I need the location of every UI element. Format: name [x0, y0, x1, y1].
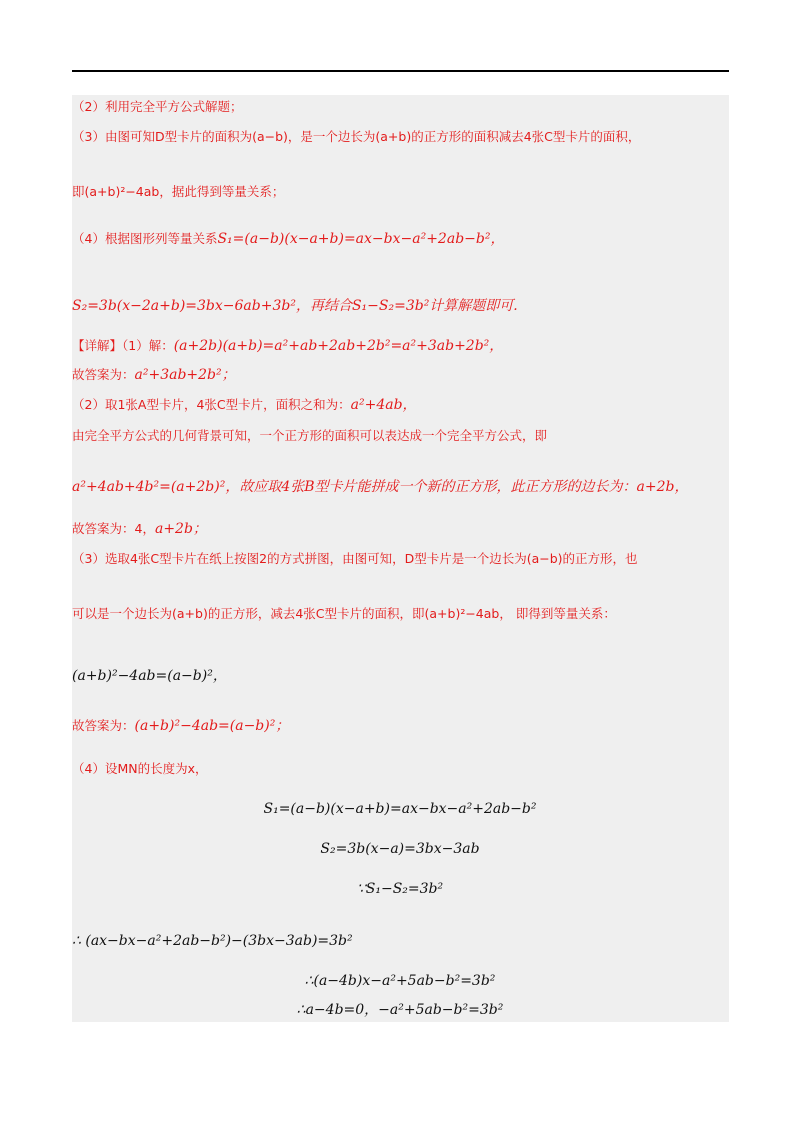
line-math: ∵S₁−S₂=3b²	[356, 881, 444, 897]
line-math: ∴a−4b=0，−a²+5ab−b²=3b²	[296, 1002, 504, 1018]
line-text: （4）根据图形列等量关系	[72, 231, 218, 246]
line-text: 故答案为：	[72, 718, 135, 733]
line-text: 故答案为：4，	[72, 521, 155, 536]
line-math: ∴ (ax−bx−a²+2ab−b²)−(3bx−3ab)=3b²	[72, 933, 353, 949]
line-math: S₁=(a−b)(x−a+b)=ax−bx−a²+2ab−b²	[263, 801, 537, 817]
detail-part-1	[72, 337, 503, 356]
detail-part-2-equation	[72, 478, 688, 497]
line-text: 【详解】（1）解：	[72, 338, 174, 353]
analysis-step-4	[72, 230, 504, 249]
line-math: a²+4ab+4b²=(a+2b)²，故应取4张B型卡片能拼成一个新的正方形，此正方形的边长为：a+2b，	[72, 479, 689, 495]
detail-part-4	[72, 760, 208, 779]
analysis-step-4-cont	[72, 297, 518, 316]
line-math: S₂=3b(x−a)=3bx−3ab	[320, 841, 480, 857]
line-text: 由完全平方公式的几何背景可知，一个正方形的面积可以表达成一个完全平方公式，即	[72, 428, 548, 443]
line-text: 可以是一个边长为(a+b)的正方形，减去4张C型卡片的面积，即(a+b)²−4ab， 即得到等量关系：	[72, 606, 616, 621]
answer-3	[72, 717, 289, 736]
line-text: 即(a+b)²−4ab，据此得到等量关系；	[72, 184, 285, 199]
analysis-step-3	[72, 128, 640, 147]
eq-therefore-3	[0, 1001, 800, 1020]
detail-part-3-equation	[72, 667, 227, 686]
line-text: （3）选取4张C型卡片在纸上按图2的方式拼图，由图可知，D型卡片是一个边长为(a−b)的正方形，也	[72, 551, 638, 566]
answer-2	[72, 520, 207, 539]
line-text: （3）由图可知D型卡片的面积为(a−b)，是一个边长为(a+b)的正方形的面积减去4张C型卡片的面积，	[72, 129, 641, 144]
answer-1	[72, 366, 236, 385]
detail-part-3-cont	[72, 605, 616, 624]
eq-s1	[0, 800, 800, 819]
eq-because	[0, 880, 800, 899]
eq-s2	[0, 840, 800, 859]
line-math: (a+b)²−4ab=(a−b)²，	[72, 668, 227, 684]
analysis-step-3-cont	[72, 183, 284, 202]
line-math: ∴(a−4b)x−a²+5ab−b²=3b²	[304, 973, 496, 989]
eq-therefore-1	[72, 932, 353, 951]
line-math: S₁=(a−b)(x−a+b)=ax−bx−a²+2ab−b²，	[217, 231, 505, 247]
line-text: （2）取1张A型卡片，4张C型卡片，面积之和为：	[72, 397, 351, 412]
line-math: (a+b)²−4ab=(a−b)²；	[134, 718, 290, 734]
detail-part-2-note	[72, 427, 547, 446]
detail-part-3	[72, 550, 638, 569]
detail-part-2	[72, 396, 417, 415]
line-math: a²+3ab+2b²；	[134, 367, 236, 383]
header-rule	[72, 70, 729, 72]
line-text: （4）设MN的长度为x，	[72, 761, 208, 776]
line-math: S₂=3b(x−2a+b)=3bx−6ab+3b²，再结合S₁−S₂=3b²计算解题即可.	[72, 298, 518, 314]
eq-therefore-2	[0, 972, 800, 991]
line-math: a+2b；	[154, 521, 207, 537]
line-math: a²+4ab，	[350, 397, 417, 413]
line-text: 故答案为：	[72, 367, 135, 382]
line-text: （2）利用完全平方公式解题；	[72, 99, 243, 114]
analysis-step-2	[72, 98, 242, 117]
line-math: (a+2b)(a+b)=a²+ab+2ab+2b²=a²+3ab+2b²，	[173, 338, 504, 354]
